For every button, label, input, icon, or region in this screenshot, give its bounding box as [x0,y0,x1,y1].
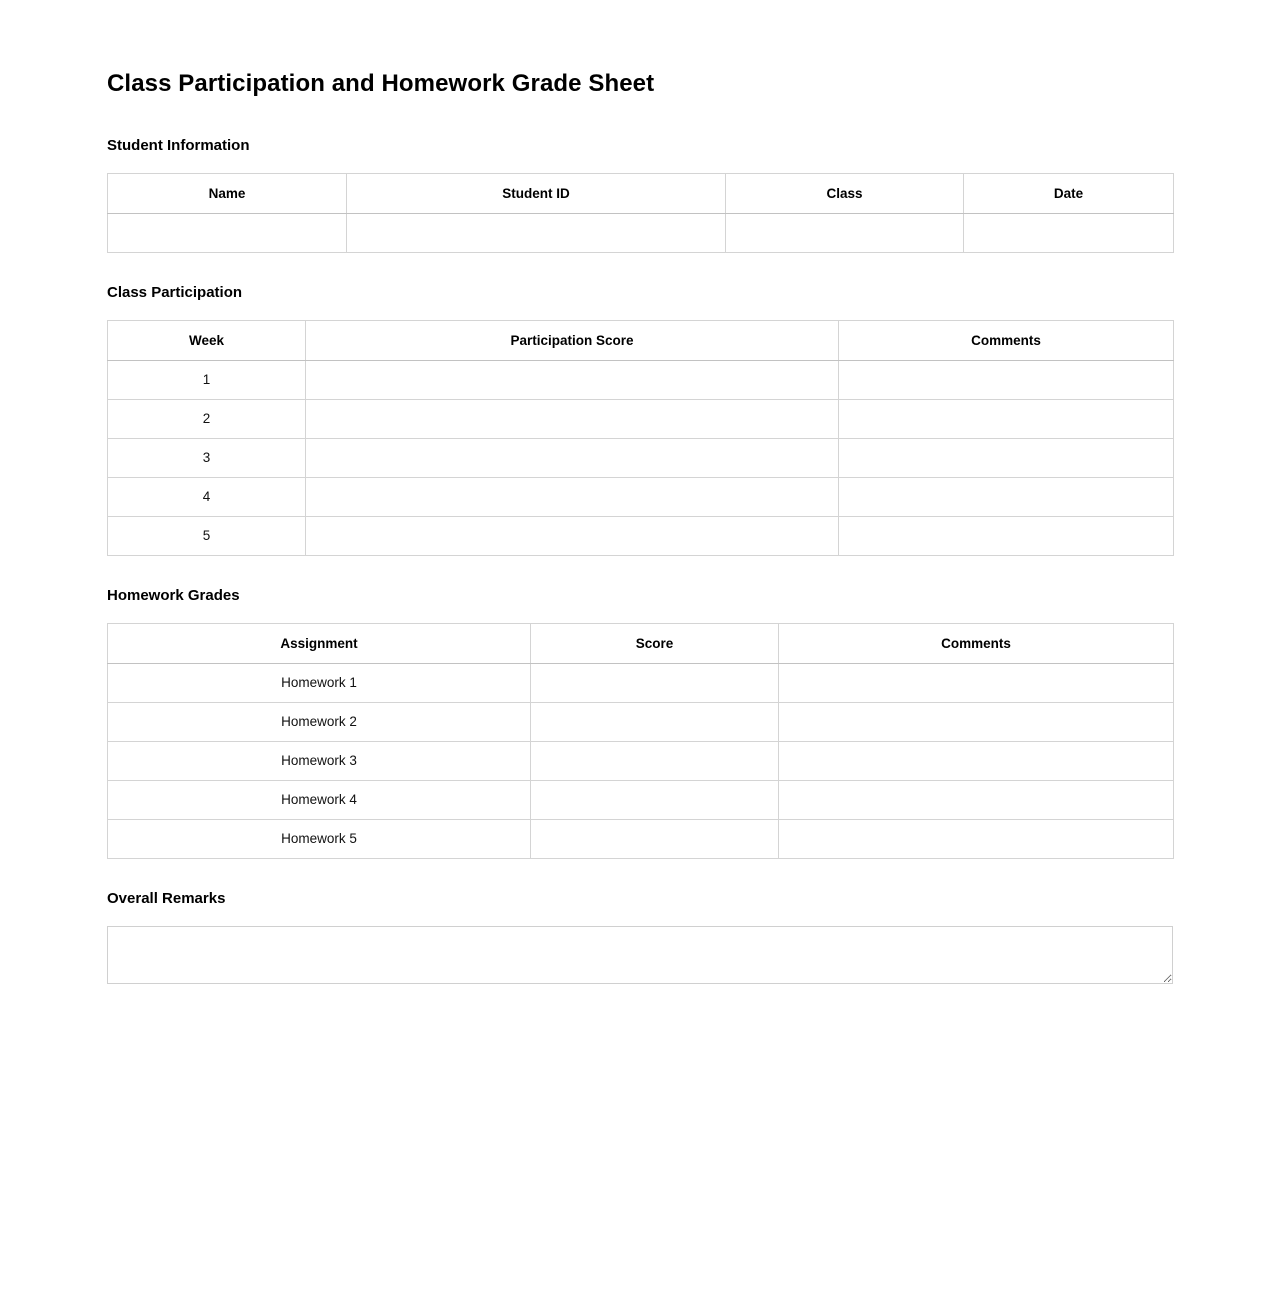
homework-grades-section [107,587,1173,859]
cell-assignment: Homework 4 [108,780,531,819]
cell-score[interactable] [306,516,839,555]
column-header-comments: Comments [839,320,1174,360]
cell-score[interactable] [531,819,779,858]
cell-score[interactable] [531,741,779,780]
cell-week: 2 [108,399,306,438]
column-header-score: Score [531,623,779,663]
cell-score[interactable] [306,438,839,477]
overall-remarks-textarea[interactable] [107,926,1173,984]
cell-assignment: Homework 1 [108,663,531,702]
homework-grades-table [107,623,1174,859]
column-header-student-id: Student ID [347,173,726,213]
page-title: Class Participation and Homework Grade Sheet [107,70,655,97]
homework-grades-heading: Homework Grades [107,586,240,604]
cell-name[interactable] [108,213,347,252]
cell-score[interactable] [531,663,779,702]
table-row [108,663,1174,702]
overall-remarks-field-wrap [107,926,1173,984]
class-participation-table [107,320,1174,556]
cell-comments[interactable] [839,438,1174,477]
table-header-row [108,320,1174,360]
column-header-date: Date [964,173,1174,213]
cell-comments[interactable] [779,702,1174,741]
table-row [108,438,1174,477]
cell-week: 5 [108,516,306,555]
cell-comments[interactable] [839,477,1174,516]
overall-remarks-section [107,890,1173,984]
table-row [108,360,1174,399]
cell-score[interactable] [306,360,839,399]
cell-comments[interactable] [779,663,1174,702]
column-header-class: Class [726,173,964,213]
column-header-participation-score: Participation Score [306,320,839,360]
cell-week: 3 [108,438,306,477]
class-participation-heading: Class Participation [107,283,243,301]
cell-assignment: Homework 5 [108,819,531,858]
table-row [108,819,1174,858]
column-header-comments: Comments [779,623,1174,663]
overall-remarks-heading: Overall Remarks [107,889,226,907]
table-row [108,741,1174,780]
cell-student-id[interactable] [347,213,726,252]
column-header-assignment: Assignment [108,623,531,663]
column-header-name: Name [108,173,347,213]
student-information-section [107,137,1173,253]
cell-week: 1 [108,360,306,399]
table-row [108,780,1174,819]
cell-comments[interactable] [839,516,1174,555]
table-row [108,516,1174,555]
table-row [108,702,1174,741]
cell-comments[interactable] [779,819,1174,858]
cell-score[interactable] [306,399,839,438]
column-header-week: Week [108,320,306,360]
cell-score[interactable] [306,477,839,516]
cell-comments[interactable] [779,741,1174,780]
table-header-row [108,623,1174,663]
cell-comments[interactable] [839,399,1174,438]
cell-date[interactable] [964,213,1174,252]
table-header-row [108,173,1174,213]
table-row [108,477,1174,516]
cell-week: 4 [108,477,306,516]
cell-assignment: Homework 3 [108,741,531,780]
student-information-heading: Student Information [107,136,250,154]
table-row [108,399,1174,438]
student-information-table [107,173,1174,253]
cell-assignment: Homework 2 [108,702,531,741]
cell-class[interactable] [726,213,964,252]
class-participation-section [107,284,1173,556]
cell-score[interactable] [531,780,779,819]
cell-score[interactable] [531,702,779,741]
cell-comments[interactable] [779,780,1174,819]
cell-comments[interactable] [839,360,1174,399]
table-row [108,213,1174,252]
